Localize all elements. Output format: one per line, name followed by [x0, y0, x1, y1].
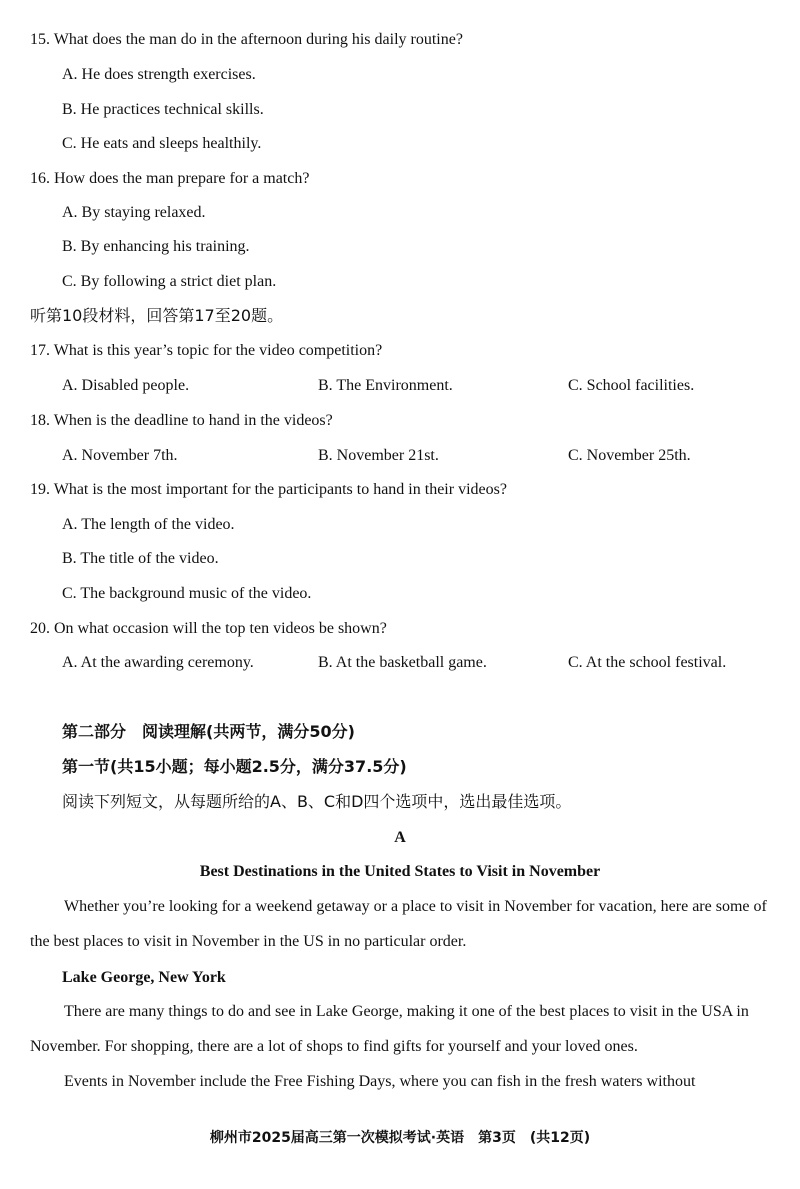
q17-option-b: B. The Environment.	[318, 377, 453, 394]
listening-instruction: 听第10段材料，回答第17至20题。	[30, 306, 284, 325]
passage-paragraph-2: Events in November include the Free Fishing Days, where you can fish in the fresh waters without	[64, 1073, 696, 1090]
passage-label: A	[394, 829, 406, 846]
q19-option-a: A. The length of the video.	[62, 516, 235, 533]
q20-option-b: B. At the basketball game.	[318, 654, 487, 671]
question-17: 17. What is this year’s topic for the video competition?	[30, 342, 383, 359]
reading-instruction: 阅读下列短文，从每题所给的A、B、C和D四个选项中，选出最佳选项。	[62, 792, 572, 811]
q19-option-b: B. The title of the video.	[62, 550, 219, 567]
part2-title: 第二部分 阅读理解(共两节，满分50分)	[62, 722, 355, 741]
q17-option-c: C. School facilities.	[568, 377, 695, 394]
question-16: 16. How does the man prepare for a match?	[30, 170, 310, 187]
q16-option-c: C. By following a strict diet plan.	[62, 273, 277, 290]
q18-option-b: B. November 21st.	[318, 447, 439, 464]
question-19: 19. What is the most important for the participants to hand in their videos?	[30, 481, 507, 498]
passage-title: Best Destinations in the United States to Visit in November	[199, 863, 601, 880]
q20-option-a: A. At the awarding ceremony.	[62, 654, 254, 671]
q17-option-a: A. Disabled people.	[62, 377, 190, 394]
section1-title: 第一节(共15小题；每小题2.5分，满分37.5分)	[62, 757, 407, 776]
page-footer: 柳州市2025届高三第一次模拟考试·英语 第3页 (共12页)	[209, 1130, 591, 1146]
subheading-lake-george: Lake George, New York	[62, 969, 226, 986]
q19-option-c: C. The background music of the video.	[62, 585, 312, 602]
question-18: 18. When is the deadline to hand in the videos?	[30, 412, 333, 429]
q16-option-b: B. By enhancing his training.	[62, 238, 250, 255]
q18-option-a: A. November 7th.	[62, 447, 178, 464]
q20-option-c: C. At the school festival.	[568, 654, 727, 671]
passage-paragraph-1: There are many things to do and see in Lake George, making it one of the best places to visit in the USA in November. For shopping, there are a lot of shops to find gifts for yourself and your loved ones.	[30, 1003, 749, 1055]
q15-option-c: C. He eats and sleeps healthily.	[62, 135, 262, 152]
question-15: 15. What does the man do in the afternoon during his daily routine?	[30, 31, 463, 48]
question-20: 20. On what occasion will the top ten videos be shown?	[30, 620, 387, 637]
passage-intro: Whether you’re looking for a weekend getaway or a place to visit in November for vacation, here are some of the best places to visit in November in the US in no particular order.	[30, 898, 767, 950]
q16-option-a: A. By staying relaxed.	[62, 204, 206, 221]
q15-option-a: A. He does strength exercises.	[62, 66, 256, 83]
q15-option-b: B. He practices technical skills.	[62, 101, 264, 118]
q18-option-c: C. November 25th.	[568, 447, 691, 464]
